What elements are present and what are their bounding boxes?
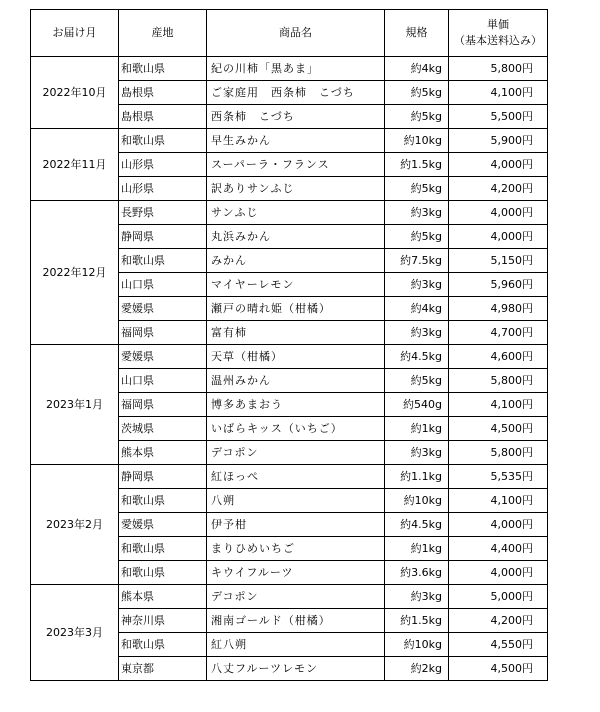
spec-cell: 約3kg (385, 321, 449, 345)
product-name-cell: 八丈フルーツレモン (207, 657, 385, 681)
prefecture-cell: 和歌山県 (119, 561, 207, 585)
product-name-cell: 天草（柑橘） (207, 345, 385, 369)
product-name-cell: デコポン (207, 585, 385, 609)
prefecture-cell: 和歌山県 (119, 633, 207, 657)
spec-cell: 約1kg (385, 417, 449, 441)
header-name: 商品名 (207, 10, 385, 57)
price-cell: 5,900円 (449, 129, 548, 153)
prefecture-cell: 和歌山県 (119, 489, 207, 513)
spec-cell: 約5kg (385, 177, 449, 201)
delivery-month-cell: 2023年3月 (31, 585, 119, 681)
prefecture-cell: 山口県 (119, 369, 207, 393)
product-name-cell: 丸浜みかん (207, 225, 385, 249)
prefecture-cell: 福岡県 (119, 321, 207, 345)
price-cell: 4,000円 (449, 225, 548, 249)
spec-cell: 約3kg (385, 201, 449, 225)
table-body (31, 57, 548, 681)
price-cell: 5,000円 (449, 585, 548, 609)
header-spec: 規格 (385, 10, 449, 57)
spec-cell: 約5kg (385, 105, 449, 129)
prefecture-cell: 和歌山県 (119, 537, 207, 561)
price-cell: 4,100円 (449, 489, 548, 513)
header-price (449, 10, 548, 57)
spec-cell: 約5kg (385, 369, 449, 393)
table-row (31, 345, 548, 369)
price-cell: 4,200円 (449, 177, 548, 201)
spec-cell: 約10kg (385, 129, 449, 153)
product-name-cell: 早生みかん (207, 129, 385, 153)
price-cell: 4,200円 (449, 609, 548, 633)
price-cell: 4,700円 (449, 321, 548, 345)
table-row (31, 57, 548, 81)
table-row (31, 465, 548, 489)
prefecture-cell: 和歌山県 (119, 249, 207, 273)
prefecture-cell: 愛媛県 (119, 297, 207, 321)
product-name-cell: 湘南ゴールド（柑橘） (207, 609, 385, 633)
spec-cell: 約3kg (385, 441, 449, 465)
spec-cell: 約3.6kg (385, 561, 449, 585)
spec-cell: 約3kg (385, 585, 449, 609)
price-cell: 5,500円 (449, 105, 548, 129)
delivery-month-cell: 2023年1月 (31, 345, 119, 465)
product-name-cell: 八朔 (207, 489, 385, 513)
product-table-container (30, 9, 548, 681)
header-month: お届け月 (31, 10, 119, 57)
header-price-line2: （基本送料込み） (454, 34, 542, 47)
header-pref: 産地 (119, 10, 207, 57)
spec-cell: 約3kg (385, 273, 449, 297)
spec-cell: 約5kg (385, 81, 449, 105)
header-price-line1: 単価 (487, 18, 509, 31)
table-row (31, 129, 548, 153)
prefecture-cell: 神奈川県 (119, 609, 207, 633)
spec-cell: 約4.5kg (385, 513, 449, 537)
price-cell: 5,150円 (449, 249, 548, 273)
product-name-cell: 伊予柑 (207, 513, 385, 537)
prefecture-cell: 和歌山県 (119, 57, 207, 81)
spec-cell: 約2kg (385, 657, 449, 681)
prefecture-cell: 和歌山県 (119, 129, 207, 153)
table-row (31, 201, 548, 225)
price-cell: 5,535円 (449, 465, 548, 489)
product-name-cell: 富有柿 (207, 321, 385, 345)
prefecture-cell: 東京都 (119, 657, 207, 681)
prefecture-cell: 愛媛県 (119, 513, 207, 537)
prefecture-cell: 山口県 (119, 273, 207, 297)
product-name-cell: スーパーラ・フランス (207, 153, 385, 177)
price-cell: 4,500円 (449, 417, 548, 441)
product-name-cell: デコポン (207, 441, 385, 465)
product-name-cell: サンふじ (207, 201, 385, 225)
price-cell: 4,000円 (449, 561, 548, 585)
price-cell: 4,400円 (449, 537, 548, 561)
table-header-row (31, 10, 548, 57)
spec-cell: 約4kg (385, 57, 449, 81)
prefecture-cell: 熊本県 (119, 585, 207, 609)
spec-cell: 約10kg (385, 489, 449, 513)
product-name-cell: 訳ありサンふじ (207, 177, 385, 201)
prefecture-cell: 静岡県 (119, 225, 207, 249)
prefecture-cell: 熊本県 (119, 441, 207, 465)
prefecture-cell: 茨城県 (119, 417, 207, 441)
price-cell: 5,800円 (449, 369, 548, 393)
price-cell: 5,800円 (449, 441, 548, 465)
product-name-cell: マイヤーレモン (207, 273, 385, 297)
table-row (31, 585, 548, 609)
price-cell: 4,000円 (449, 153, 548, 177)
delivery-month-cell: 2022年10月 (31, 57, 119, 129)
prefecture-cell: 山形県 (119, 177, 207, 201)
product-table (30, 9, 548, 681)
spec-cell: 約10kg (385, 633, 449, 657)
product-name-cell: 紅ほっぺ (207, 465, 385, 489)
price-cell: 4,100円 (449, 393, 548, 417)
product-name-cell: みかん (207, 249, 385, 273)
delivery-month-cell: 2023年2月 (31, 465, 119, 585)
prefecture-cell: 山形県 (119, 153, 207, 177)
product-name-cell: いばらキッス（いちご） (207, 417, 385, 441)
spec-cell: 約4.5kg (385, 345, 449, 369)
product-name-cell: キウイフルーツ (207, 561, 385, 585)
product-name-cell: ご家庭用 西条柿 こづち (207, 81, 385, 105)
prefecture-cell: 福岡県 (119, 393, 207, 417)
product-name-cell: 瀬戸の晴れ姫（柑橘） (207, 297, 385, 321)
price-cell: 4,500円 (449, 657, 548, 681)
spec-cell: 約1.5kg (385, 609, 449, 633)
prefecture-cell: 愛媛県 (119, 345, 207, 369)
prefecture-cell: 島根県 (119, 81, 207, 105)
spec-cell: 約1kg (385, 537, 449, 561)
product-name-cell: 温州みかん (207, 369, 385, 393)
spec-cell: 約4kg (385, 297, 449, 321)
price-cell: 5,800円 (449, 57, 548, 81)
price-cell: 4,000円 (449, 201, 548, 225)
prefecture-cell: 静岡県 (119, 465, 207, 489)
price-cell: 4,000円 (449, 513, 548, 537)
prefecture-cell: 島根県 (119, 105, 207, 129)
price-cell: 5,960円 (449, 273, 548, 297)
price-cell: 4,600円 (449, 345, 548, 369)
spec-cell: 約1.5kg (385, 153, 449, 177)
price-cell: 4,100円 (449, 81, 548, 105)
spec-cell: 約1.1kg (385, 465, 449, 489)
product-name-cell: 西条柿 こづち (207, 105, 385, 129)
spec-cell: 約540g (385, 393, 449, 417)
product-name-cell: まりひめいちご (207, 537, 385, 561)
spec-cell: 約7.5kg (385, 249, 449, 273)
product-name-cell: 博多あまおう (207, 393, 385, 417)
prefecture-cell: 長野県 (119, 201, 207, 225)
price-cell: 4,550円 (449, 633, 548, 657)
delivery-month-cell: 2022年12月 (31, 201, 119, 345)
spec-cell: 約5kg (385, 225, 449, 249)
price-cell: 4,980円 (449, 297, 548, 321)
product-name-cell: 紅八朔 (207, 633, 385, 657)
delivery-month-cell: 2022年11月 (31, 129, 119, 201)
product-name-cell: 紀の川柿「黒あま」 (207, 57, 385, 81)
